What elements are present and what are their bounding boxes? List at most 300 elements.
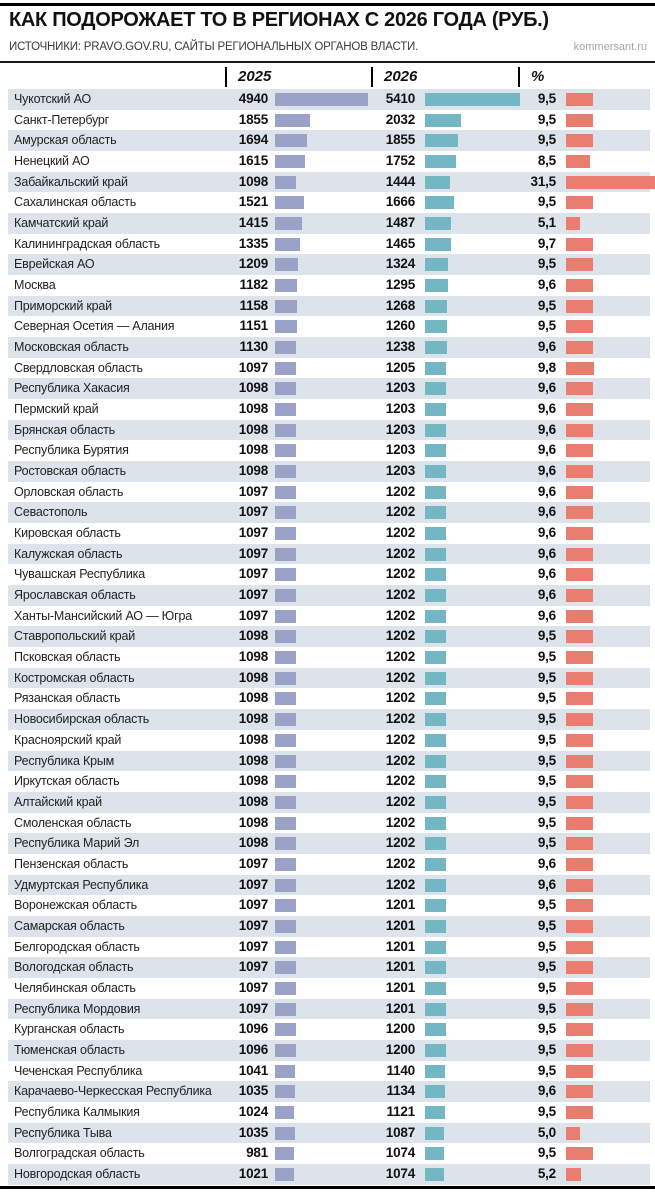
bar-pct (566, 155, 590, 168)
region-label: Кировская область (14, 526, 121, 541)
region-label: Республика Хакасия (14, 381, 130, 396)
value-2026: 1202 (385, 752, 415, 768)
value-2025: 1151 (239, 318, 268, 334)
pct-value: 9,6 (537, 545, 556, 561)
table-row (8, 730, 650, 751)
bar-2026 (425, 941, 446, 954)
bar-2025 (275, 196, 304, 209)
value-2025: 1097 (238, 855, 268, 871)
table-row (8, 275, 650, 296)
value-2025: 1694 (238, 132, 268, 148)
bar-pct (566, 382, 593, 395)
bar-2026 (425, 444, 446, 457)
table-row (8, 937, 650, 958)
pct-value: 9,5 (537, 959, 556, 975)
value-2026: 1268 (385, 297, 415, 313)
region-label: Республика Крым (14, 753, 115, 768)
region-label: Чеченская Республика (14, 1063, 143, 1078)
bar-2026 (425, 403, 446, 416)
pct-value: 9,6 (537, 380, 556, 396)
pct-value: 5,0 (537, 1124, 556, 1140)
region-label: Ростовская область (14, 464, 126, 479)
pct-value: 5,2 (537, 1165, 556, 1181)
region-label: Псковская область (14, 650, 121, 665)
bar-2026 (425, 610, 446, 623)
region-label: Калининградская область (14, 236, 160, 251)
pct-value: 9,5 (537, 1021, 556, 1037)
bar-2025 (275, 362, 296, 375)
bar-pct (566, 692, 593, 705)
value-2026: 2032 (385, 111, 415, 127)
value-2025: 981 (246, 1145, 268, 1161)
pct-value: 8,5 (537, 153, 556, 169)
value-2026: 1201 (385, 897, 415, 913)
table-row (8, 192, 650, 213)
region-label: Белгородская область (14, 939, 140, 954)
pct-value: 9,6 (537, 1083, 556, 1099)
value-2025: 1098 (238, 711, 268, 727)
table-row (8, 585, 650, 606)
bar-2025 (275, 982, 296, 995)
bar-pct (566, 630, 593, 643)
table-row (8, 358, 650, 379)
region-label: Ханты-Мансийский АО — Югра (14, 608, 192, 623)
bar-2026 (425, 486, 446, 499)
bar-pct (566, 1168, 581, 1181)
table-row (8, 916, 650, 937)
bar-2026 (425, 775, 446, 788)
value-2025: 1615 (238, 153, 268, 169)
bar-pct (566, 279, 593, 292)
bar-pct (566, 196, 593, 209)
bar-pct (566, 1065, 593, 1078)
value-2025: 1098 (238, 421, 268, 437)
pct-value: 9,6 (537, 525, 556, 541)
value-2026: 1238 (385, 339, 415, 355)
table-row (8, 895, 650, 916)
value-2025: 1335 (238, 235, 268, 251)
bar-2025 (275, 527, 296, 540)
table-row (8, 999, 650, 1020)
region-label: Камчатский край (14, 216, 109, 231)
pct-value: 9,5 (537, 917, 556, 933)
bar-2026 (425, 1044, 446, 1057)
pct-value: 9,5 (537, 91, 556, 106)
value-2025: 1209 (238, 256, 268, 272)
table-row (8, 151, 650, 172)
region-label: Брянская область (14, 422, 115, 437)
pct-value: 9,6 (537, 442, 556, 458)
table-row (8, 1143, 650, 1164)
region-label: Приморский край (14, 298, 112, 313)
value-2025: 1098 (238, 731, 268, 747)
bar-2025 (275, 1065, 295, 1078)
value-2025: 1415 (238, 215, 268, 231)
bar-2025 (275, 155, 305, 168)
region-label: Республика Бурятия (14, 443, 129, 458)
value-2026: 1202 (385, 835, 415, 851)
table-row (8, 523, 650, 544)
value-2025: 1097 (238, 938, 268, 954)
bar-pct (566, 176, 655, 189)
bar-2026 (425, 1168, 444, 1181)
value-2026: 1202 (385, 628, 415, 644)
value-2025: 1096 (238, 1021, 268, 1037)
bar-pct (566, 548, 593, 561)
bar-pct (566, 858, 593, 871)
pct-value: 9,5 (537, 649, 556, 665)
region-label: Чувашская Республика (14, 567, 145, 582)
bar-2025 (275, 486, 296, 499)
value-2025: 1097 (238, 1000, 268, 1016)
bar-pct (566, 238, 593, 251)
bar-pct (566, 1003, 593, 1016)
bar-pct (566, 424, 593, 437)
value-2026: 1202 (385, 731, 415, 747)
bar-2026 (425, 258, 448, 271)
table-row (8, 482, 650, 503)
bar-2026 (425, 589, 446, 602)
bar-2025 (275, 1147, 294, 1160)
value-2025: 1097 (238, 979, 268, 995)
value-2026: 1202 (385, 814, 415, 830)
region-label: Республика Калмыкия (14, 1104, 140, 1119)
region-label: Ярославская область (14, 588, 136, 603)
column-label-2026: 2026 (384, 68, 418, 85)
value-2025: 1098 (238, 669, 268, 685)
value-2026: 1200 (385, 1021, 415, 1037)
value-2025: 1158 (239, 297, 268, 313)
bar-2026 (425, 961, 446, 974)
value-2026: 5410 (385, 91, 415, 106)
bar-pct (566, 506, 593, 519)
bar-pct (566, 134, 593, 147)
bar-2025 (275, 134, 307, 147)
value-2026: 1203 (385, 421, 415, 437)
bar-pct (566, 465, 593, 478)
bar-pct (566, 1106, 593, 1119)
pct-value: 9,8 (537, 359, 556, 375)
value-2026: 1202 (385, 566, 415, 582)
table-row (8, 647, 650, 668)
bar-pct (566, 300, 593, 313)
region-label: Новосибирская область (14, 712, 150, 727)
region-label: Пермский край (14, 402, 99, 417)
region-label: Тюменская область (14, 1042, 125, 1057)
bar-2025 (275, 258, 298, 271)
bar-2025 (275, 899, 296, 912)
region-label: Курганская область (14, 1022, 125, 1037)
value-2026: 1201 (385, 979, 415, 995)
pct-value: 9,5 (537, 1103, 556, 1119)
bar-2025 (275, 961, 296, 974)
pct-value: 9,6 (537, 607, 556, 623)
value-2025: 1097 (238, 525, 268, 541)
value-2026: 1260 (385, 318, 415, 334)
table-row (8, 440, 650, 461)
region-label: Сахалинская область (14, 195, 137, 210)
value-2026: 1140 (386, 1062, 415, 1078)
value-2025: 1855 (238, 111, 268, 127)
table-row (8, 978, 650, 999)
bar-2026 (425, 858, 446, 871)
bar-pct (566, 93, 593, 106)
region-label: Орловская область (14, 484, 124, 499)
bar-2026 (425, 217, 451, 230)
value-2026: 1201 (385, 917, 415, 933)
value-2026: 1202 (385, 483, 415, 499)
bar-2025 (275, 651, 296, 664)
value-2026: 1202 (385, 793, 415, 809)
table-row (8, 337, 650, 358)
table-row (8, 296, 650, 317)
region-label: Новгородская область (14, 1166, 141, 1181)
value-2025: 1097 (238, 897, 268, 913)
table-row (8, 709, 650, 730)
bar-2025 (275, 424, 296, 437)
value-2026: 1295 (385, 277, 415, 293)
table-row (8, 833, 650, 854)
bar-2025 (275, 879, 296, 892)
bar-2025 (275, 238, 300, 251)
bar-2026 (425, 300, 447, 313)
bar-pct (566, 1127, 580, 1140)
pct-value: 9,5 (537, 752, 556, 768)
pct-value: 9,7 (537, 235, 556, 251)
pct-value: 9,6 (537, 504, 556, 520)
bar-pct (566, 217, 580, 230)
table-row (8, 1102, 650, 1123)
table-row (8, 1019, 650, 1040)
pct-value: 9,5 (537, 979, 556, 995)
table-row (8, 792, 650, 813)
region-label: Карачаево-Черкесская Республика (14, 1084, 212, 1099)
region-label: Челябинская область (14, 980, 136, 995)
bar-pct (566, 734, 593, 747)
value-2025: 1041 (238, 1062, 268, 1078)
bar-2026 (425, 568, 446, 581)
bar-2026 (425, 837, 446, 850)
pct-value: 9,5 (537, 731, 556, 747)
bar-pct (566, 672, 593, 685)
bar-pct (566, 589, 593, 602)
bar-2026 (425, 630, 446, 643)
value-2025: 1098 (238, 814, 268, 830)
table-row (8, 110, 650, 131)
bar-2026 (425, 134, 458, 147)
bar-2026 (425, 1127, 444, 1140)
bar-2025 (275, 713, 296, 726)
region-label: Удмуртская Республика (14, 877, 149, 892)
bar-pct (566, 1044, 593, 1057)
table-row (8, 254, 650, 275)
value-2026: 1134 (386, 1083, 415, 1099)
value-2026: 1465 (385, 235, 415, 251)
bar-pct (566, 879, 593, 892)
value-2026: 1203 (385, 463, 415, 479)
value-2026: 1202 (385, 545, 415, 561)
table-row (8, 544, 650, 565)
table-row (8, 854, 650, 875)
region-label: Волгоградская область (14, 1146, 145, 1161)
value-2025: 1098 (238, 690, 268, 706)
value-2025: 1096 (238, 1041, 268, 1057)
value-2025: 1097 (238, 566, 268, 582)
region-label: Республика Марий Эл (14, 836, 140, 851)
bar-pct (566, 114, 593, 127)
bar-2025 (275, 672, 296, 685)
value-2026: 1202 (385, 773, 415, 789)
bar-2026 (425, 1106, 445, 1119)
bar-2025 (275, 217, 302, 230)
pct-value: 31,5 (530, 173, 556, 189)
bar-pct (566, 817, 593, 830)
bar-pct (566, 775, 593, 788)
bar-2025 (275, 796, 296, 809)
top-rule (0, 3, 655, 6)
value-2025: 1035 (238, 1124, 268, 1140)
value-2025: 1098 (238, 463, 268, 479)
value-2025: 1098 (238, 401, 268, 417)
value-2026: 1074 (385, 1165, 415, 1181)
region-label: Забайкальский край (14, 174, 128, 189)
pct-value: 9,6 (537, 339, 556, 355)
value-2026: 1087 (385, 1124, 415, 1140)
bar-2025 (275, 589, 296, 602)
bar-2025 (275, 692, 296, 705)
bar-pct (566, 837, 593, 850)
pct-value: 9,5 (537, 132, 556, 148)
pct-value: 9,5 (537, 111, 556, 127)
watermark-kommersant: kommersant.ru (573, 41, 647, 53)
region-label: Смоленская область (14, 815, 132, 830)
bar-2026 (425, 672, 446, 685)
header-divider (0, 61, 655, 63)
table-row (8, 130, 650, 151)
bar-pct (566, 1023, 593, 1036)
pct-value: 9,6 (537, 277, 556, 293)
bar-2026 (425, 817, 446, 830)
pct-value: 9,5 (537, 814, 556, 830)
region-label: Республика Тыва (14, 1125, 112, 1140)
pct-value: 9,6 (537, 855, 556, 871)
column-tick-2025 (225, 67, 227, 87)
pct-value: 9,5 (537, 793, 556, 809)
value-2025: 1098 (238, 380, 268, 396)
bottom-rule (0, 1186, 655, 1189)
table-row (8, 89, 650, 110)
bar-2026 (425, 424, 446, 437)
bar-2026 (425, 713, 446, 726)
value-2025: 1024 (238, 1103, 268, 1119)
value-2025: 1098 (238, 752, 268, 768)
pct-value: 5,1 (537, 215, 556, 231)
pct-value: 9,5 (537, 194, 556, 210)
bar-2025 (275, 734, 296, 747)
value-2025: 1521 (238, 194, 268, 210)
value-2025: 1097 (238, 607, 268, 623)
value-2025: 1097 (238, 587, 268, 603)
bar-2026 (425, 176, 450, 189)
bar-2026 (425, 362, 446, 375)
column-tick-2026 (371, 67, 373, 87)
bar-2026 (425, 755, 446, 768)
bar-2025 (275, 548, 296, 561)
table-row (8, 751, 650, 772)
bar-pct (566, 941, 593, 954)
pct-value: 9,6 (537, 566, 556, 582)
pct-value: 9,5 (537, 835, 556, 851)
bar-2025 (275, 320, 297, 333)
bar-pct (566, 486, 593, 499)
value-2026: 1855 (385, 132, 415, 148)
table-row (8, 606, 650, 627)
bar-pct (566, 258, 593, 271)
bar-2026 (425, 692, 446, 705)
bar-pct (566, 1085, 593, 1098)
pct-value: 9,5 (537, 897, 556, 913)
table-row (8, 875, 650, 896)
value-2026: 1201 (385, 938, 415, 954)
pct-value: 9,5 (537, 1041, 556, 1057)
value-2026: 1200 (385, 1041, 415, 1057)
table-body (0, 89, 655, 1189)
region-label: Московская область (14, 340, 129, 355)
column-tick-pct (518, 67, 520, 87)
bar-2025 (275, 775, 296, 788)
bar-2025 (275, 568, 296, 581)
table-row (8, 771, 650, 792)
value-2026: 1202 (385, 855, 415, 871)
region-label: Санкт-Петербург (14, 112, 110, 127)
bar-2025 (275, 465, 296, 478)
bar-2025 (275, 403, 296, 416)
value-2026: 1202 (385, 669, 415, 685)
value-2025: 1097 (238, 545, 268, 561)
bar-2026 (425, 506, 446, 519)
bar-2026 (425, 114, 461, 127)
table-row (8, 420, 650, 441)
table-row (8, 1123, 650, 1144)
value-2026: 1666 (385, 194, 415, 210)
pct-value: 9,6 (537, 483, 556, 499)
bar-2025 (275, 837, 296, 850)
region-label: Свердловская область (14, 360, 143, 375)
bar-pct (566, 796, 593, 809)
bar-2026 (425, 238, 451, 251)
value-2025: 1098 (238, 628, 268, 644)
bar-2025 (275, 341, 296, 354)
bar-2025 (275, 300, 297, 313)
table-row (8, 688, 650, 709)
pct-value: 9,5 (537, 669, 556, 685)
bar-2026 (425, 982, 446, 995)
value-2025: 1182 (239, 277, 268, 293)
bar-pct (566, 982, 593, 995)
bar-pct (566, 651, 593, 664)
bar-pct (566, 961, 593, 974)
value-2026: 1202 (385, 649, 415, 665)
bar-2026 (425, 899, 446, 912)
value-2026: 1202 (385, 587, 415, 603)
bar-pct (566, 568, 593, 581)
bar-pct (566, 920, 593, 933)
bar-2025 (275, 920, 296, 933)
region-label: Ставропольский край (14, 629, 136, 644)
value-2025: 1098 (238, 649, 268, 665)
bar-2025 (275, 506, 296, 519)
pct-value: 9,5 (537, 318, 556, 334)
